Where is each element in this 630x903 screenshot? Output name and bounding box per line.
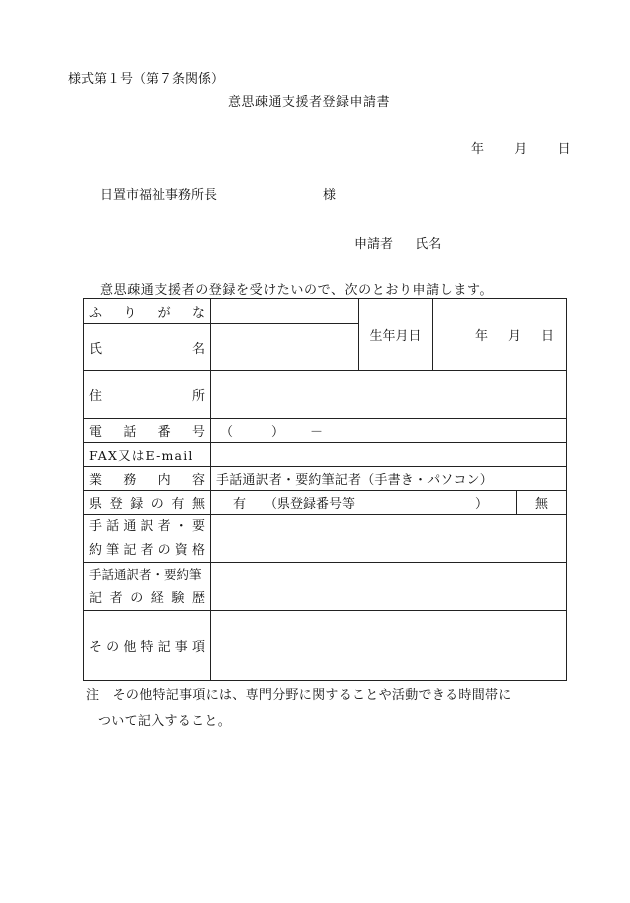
fax-email-field[interactable] xyxy=(212,443,565,466)
qualification-field[interactable] xyxy=(212,515,565,562)
other-notes-label: そ の 他 特 記 事 項 xyxy=(89,640,205,655)
birth-month-label: 月 xyxy=(507,329,521,344)
date-day-label: 日 xyxy=(557,142,571,157)
applicant-name-line xyxy=(354,233,441,252)
experience-label: 手話通訳者・要約筆 記 者 の 経 験 歴 xyxy=(89,566,205,606)
birth-date-label: 生年月日 xyxy=(369,329,422,344)
phone-label: 電 話 番 号 xyxy=(89,425,205,440)
furigana-field[interactable] xyxy=(212,299,357,323)
registration-label: 県 登 録 の 有 無 xyxy=(89,497,205,512)
other-notes-field[interactable] xyxy=(212,611,565,680)
birth-date-field[interactable] xyxy=(433,299,566,370)
business-label: 業 務 内 容 xyxy=(89,473,205,488)
name-label: 氏 名 xyxy=(89,341,205,357)
intro-text: 意思疎通支援者の登録を受けたいので、次のとおり申請します。 xyxy=(100,283,494,298)
furigana-label: ふ り が な xyxy=(89,305,205,321)
note-line-2: ついて記入すること。 xyxy=(98,714,232,729)
table-border-bottom xyxy=(83,680,567,681)
phone-open-paren: （ xyxy=(220,425,234,440)
registration-yes-field[interactable] xyxy=(233,491,513,514)
phone-dash: － xyxy=(310,425,324,440)
address-field[interactable] xyxy=(212,371,565,418)
experience-field[interactable] xyxy=(212,563,565,610)
business-value[interactable]: 手話通訳者・要約筆記者（手書き・パソコン） xyxy=(216,473,493,488)
birth-year-label: 年 xyxy=(474,329,488,344)
registration-yes-option[interactable]: 有 xyxy=(233,497,247,512)
table-border-left xyxy=(83,298,84,681)
addressee-office: 日置市福祉事務所長 xyxy=(100,188,218,203)
phone-close-paren: ） xyxy=(271,425,285,440)
form-number: 様式第１号（第７条関係） xyxy=(68,72,225,87)
registration-no-option[interactable]: 無 xyxy=(534,497,548,512)
qualification-label: 手 話 通 訳 者 ・ 要 約 筆 記 者 の 資 格 xyxy=(89,518,205,558)
note-line-1: 注 その他特記事項には、専門分野に関することや活動できる時間帯に xyxy=(86,688,512,703)
name-field[interactable] xyxy=(212,324,357,370)
application-date xyxy=(471,138,571,157)
applicant-label: 申請者 xyxy=(354,237,394,252)
date-year-label: 年 xyxy=(471,142,485,157)
address-label: 住 所 xyxy=(89,389,205,404)
birth-day-label: 日 xyxy=(540,329,554,344)
phone-field[interactable] xyxy=(220,419,560,442)
applicant-name-label: 氏名 xyxy=(415,237,442,252)
registration-close-paren: ） xyxy=(475,497,489,512)
registration-number-label: （県登録番号等 xyxy=(264,497,356,512)
addressee-honorific: 様 xyxy=(323,188,337,203)
date-month-label: 月 xyxy=(514,142,528,157)
table-label-divider xyxy=(210,298,211,681)
document-title: 意思疎通支援者登録申請書 xyxy=(228,95,391,110)
table-border-right xyxy=(566,298,567,681)
fax-email-label: FAX又はE-mail xyxy=(89,447,194,463)
